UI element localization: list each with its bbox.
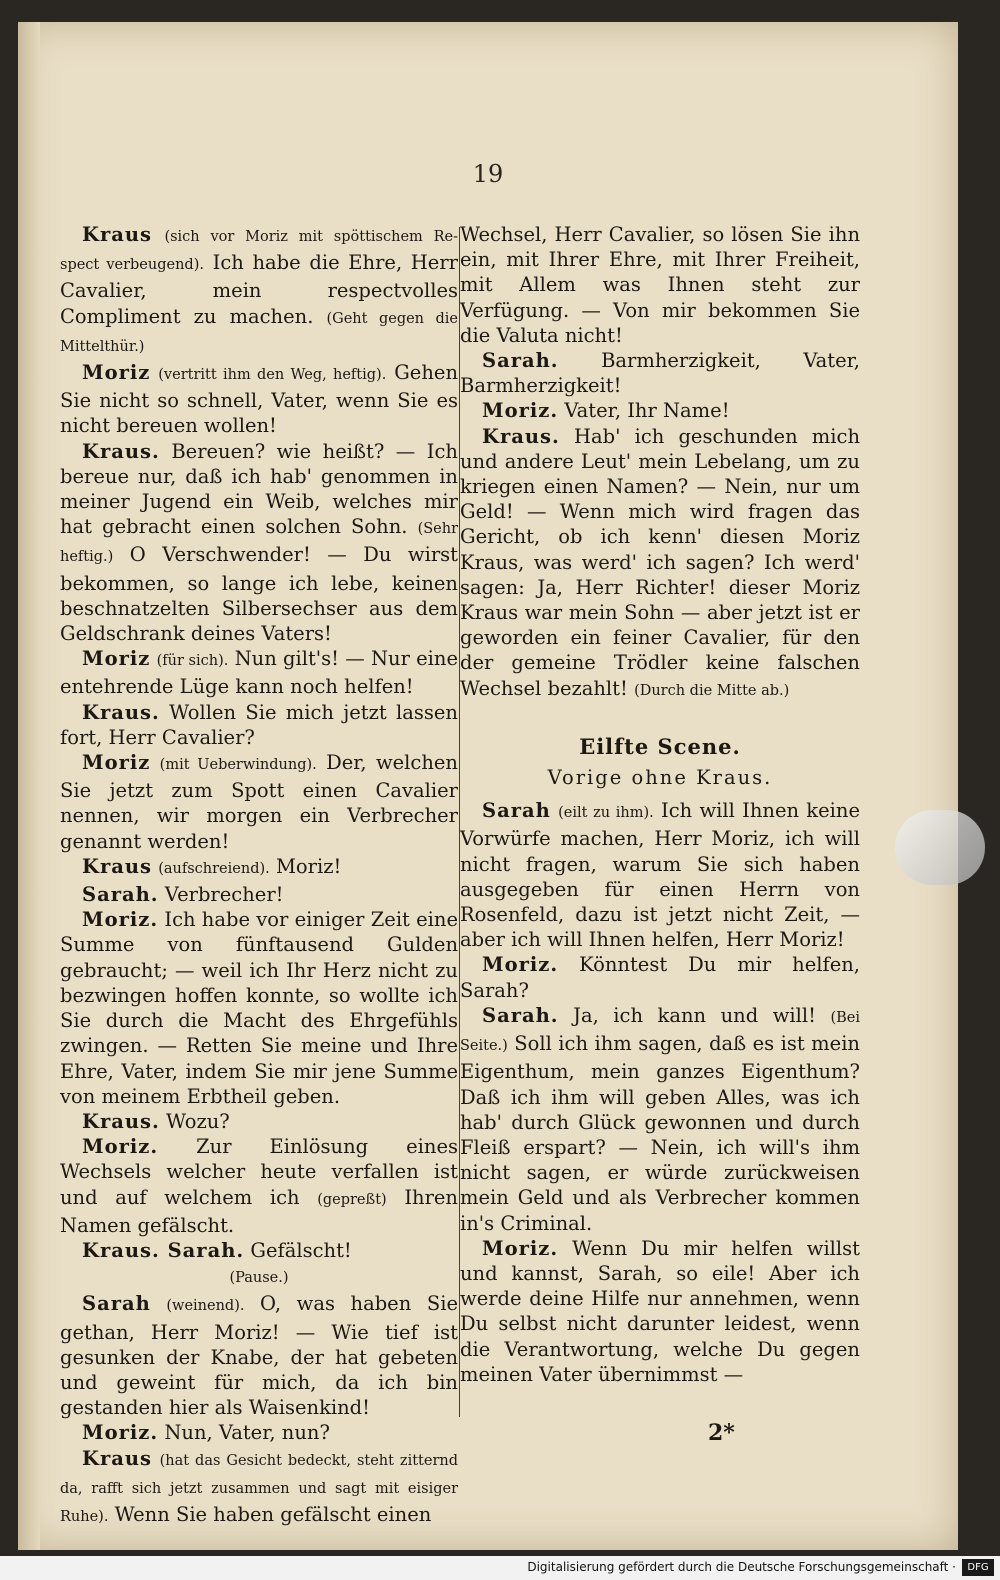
dialogue-text: Ihren Namen gefälscht. — [60, 1185, 458, 1237]
dialogue-text: Verbrecher! — [164, 883, 284, 907]
dialogue-text: Gehen Sie nicht so schnell, Vater, wenn Sie es nicht bereuen wollen! — [60, 361, 459, 438]
dialogue-paragraph — [60, 1109, 458, 1134]
dialogue-text: Ich will Ihnen keine Vorwürfe machen, Herr Moriz, ich will nicht fragen, warum Sie sich haben ausgegeben für einen Herrn von Rosenfeld, dazu ist jetzt nicht Zeit, — aber ich will Ihnen helfen, Herr Moriz! — [460, 799, 861, 952]
dialogue-text: Nun gilt's! — Nur eine entehrende Lüge kann noch helfen! — [60, 647, 458, 699]
scene-characters: Vorige ohne Kraus. — [547, 766, 773, 790]
stage-direction-text: (Pause.) — [229, 1270, 289, 1287]
dialogue-paragraph — [60, 882, 458, 907]
stage-direction: (Durch die Mitte ab.) — [634, 682, 790, 699]
speaker-name: Moriz. — [82, 1421, 159, 1445]
dialogue-text: Hab' ich geschunden mich und andere Leut' mein Lebelang, um zu kriegen einen Namen? — Nein, nur um Geld! — Wenn mich wird fragen das Gericht, ob ich kenn' diesen Moriz Kraus, was werd' ich sagen? Ich werd' sagen: Ja, Herr Richter! dieser Moriz Kraus war mein Sohn — aber jetzt ist er geworden ein feiner Cavalier, für den der gemeine Trödler keine falschen Wechsel bezahlt! — [460, 424, 861, 700]
speaker-name: Moriz. — [82, 1135, 159, 1159]
speaker-name: Kraus. — [482, 424, 560, 448]
stage-direction: (aufschreiend). — [158, 860, 270, 877]
dialogue-paragraph — [460, 798, 860, 952]
speaker-name: Sarah. — [482, 349, 559, 373]
speaker-name: Kraus — [82, 223, 153, 246]
left-text-column — [60, 222, 458, 1530]
dialogue-paragraph — [60, 646, 458, 699]
dialogue-text: Nun, Vater, nun? — [164, 1421, 330, 1445]
page-gutter — [18, 22, 40, 1550]
stage-direction: (Geht gegen die Mittelthür.) — [60, 310, 458, 355]
dialogue-paragraph — [60, 439, 458, 647]
speaker-name: Moriz. — [82, 908, 159, 932]
dialogue-continuation — [460, 222, 860, 348]
dialogue-text: O Verschwender! — Du wirst bekommen, so lange ich lebe, keinen beschnatzelten Silbersechser aus dem Geldschrank deines Vaters! — [60, 543, 458, 646]
right-text-column — [460, 222, 860, 1387]
dialogue-text: Wozu? — [166, 1109, 230, 1133]
stage-direction: (eilt zu ihm). — [558, 805, 654, 822]
dialogue-paragraph — [60, 222, 458, 360]
dialogue-text: Barmherzigkeit, Vater, Barmherzigkeit! — [460, 349, 860, 398]
dialogue-text: Wollen Sie mich jetzt lassen fort, Herr Cavalier? — [60, 700, 458, 749]
speaker-name: Kraus. — [82, 700, 160, 724]
dialogue-paragraph — [60, 1238, 458, 1263]
speaker-name: Sarah — [482, 799, 551, 823]
dialogue-text: Ja, ich kann und will! — [573, 1003, 816, 1027]
stage-direction: (mit Ueberwindung). — [159, 757, 317, 774]
speaker-name: Sarah. — [482, 1003, 559, 1027]
speaker-name: Moriz. — [482, 399, 559, 423]
speaker-name: Kraus — [82, 1446, 153, 1470]
scene-title: Eilfte Scene. — [579, 733, 741, 759]
dialogue-text: O, was haben Sie gethan, Herr Moriz! — Wie tief ist gesunken der Knabe, der hat gebeten und geweint für mich, da ich bin gestanden hier als Waisenkind! — [60, 1292, 458, 1420]
stage-direction: (hat das Gesicht bedeckt, steht zitternd da, rafft sich jetzt zusammen und sagt mit eisiger Ruhe). — [60, 1452, 459, 1525]
dialogue-text: Bereuen? wie heißt? — Ich bereue nur, daß ich hab' genommen in meiner Jugend ein Weib, welches mir hat gebracht einen solchen Sohn. — [60, 439, 458, 539]
speaker-name: Sarah. — [82, 883, 159, 907]
dialogue-paragraph — [460, 398, 860, 423]
stage-direction: (Sehr heftig.) — [60, 521, 459, 566]
footer-bar — [0, 1556, 1000, 1580]
dialogue-paragraph — [60, 1420, 458, 1445]
dialogue-paragraph — [60, 854, 458, 882]
speaker-name: Moriz. — [482, 1236, 559, 1260]
speaker-name: Sarah — [82, 1292, 151, 1316]
stage-direction: (vertritt ihm den Weg, heftig). — [158, 367, 387, 384]
dialogue-paragraph — [460, 424, 860, 704]
dialogue-text: Vater, Ihr Name! — [564, 399, 730, 423]
dialogue-paragraph — [60, 700, 458, 750]
dialogue-text: Ich habe vor einiger Zeit eine Summe von fünftausend Gulden gebraucht; — weil ich Ihr Herz nicht zu bezwingen hoffen konnte, so wollte ich Sie durch die Macht des Ehrgefühls zwingen. — Retten Sie meine und Ihre Ehre, Vater, indem Sie mir jene Summe von meinem Erbtheil geben. — [60, 908, 458, 1108]
speaker-name: Moriz — [82, 361, 151, 385]
page-number: 19 — [472, 160, 504, 188]
dialogue-text: Wechsel, Herr Cavalier, so lösen Sie ihn ein, mit Ihrer Ehre, mit Ihrer Freiheit, mit Allem was Ihnen steht zur Verfügung. — Von mir bekommen Sie die Valuta nicht! — [460, 223, 860, 347]
speaker-name: Moriz — [82, 751, 151, 775]
dialogue-text: Wenn Du mir helfen willst und kannst, Sarah, so eile! Aber ich werde deine Hilfe nur annehmen, wenn Du selbst nicht darunter leidest, wenn die Verantwortung, welche Du gegen meinen Vater übernimmst — — [460, 1236, 860, 1386]
stage-direction: (gepreßt) — [317, 1191, 387, 1208]
stage-direction: (weinend). — [166, 1298, 245, 1315]
dialogue-paragraph — [460, 1236, 860, 1387]
dialogue-paragraph — [60, 907, 458, 1109]
dialogue-paragraph — [60, 1134, 458, 1238]
speaker-name: Kraus. — [82, 439, 160, 463]
stage-direction: (sich vor Moriz mit spöttischem Re-spect verbeugend). — [60, 229, 458, 274]
dialogue-paragraph — [460, 952, 860, 1002]
signature-mark: 2* — [708, 1420, 735, 1446]
dialogue-paragraph — [60, 360, 458, 439]
dialogue-text: Gefälscht! — [250, 1238, 352, 1262]
magnifier-overlay — [895, 810, 985, 885]
speaker-name: Kraus — [82, 854, 153, 878]
dialogue-paragraph — [60, 1446, 458, 1531]
dialogue-text: Zur Einlösung eines Wechsels welcher heute verfallen ist und auf welchem ich — [60, 1135, 459, 1209]
dialogue-text: Ich habe die Ehre, Herr Cavalier, mein respectvolles Compliment zu machen. — [60, 251, 458, 328]
dialogue-paragraph — [60, 750, 458, 854]
speaker-name: Moriz. — [482, 953, 559, 977]
funding-notice: Digitalisierung gefördert durch die Deutsche Forschungsgemeinschaft · — [527, 1560, 956, 1574]
speaker-name: Moriz — [82, 647, 151, 671]
dialogue-text: Der, welchen Sie jetzt zum Spott einen Cavalier nennen, wir morgen ein Verbrecher genannt werden! — [60, 751, 458, 853]
dialogue-text: Moriz! — [275, 854, 342, 878]
dialogue-paragraph — [460, 348, 860, 398]
dialogue-text: Wenn Sie haben gefälscht einen — [114, 1502, 432, 1526]
stage-direction — [60, 1263, 458, 1291]
dialogue-paragraph — [460, 1003, 860, 1236]
speaker-name: Kraus. Sarah. — [82, 1238, 245, 1262]
stage-direction: (für sich). — [156, 653, 229, 670]
speaker-name: Kraus. — [82, 1109, 160, 1133]
book-page — [18, 22, 958, 1550]
dialogue-text: Könntest Du mir helfen, Sarah? — [460, 953, 861, 1002]
dialogue-paragraph — [60, 1291, 458, 1420]
dialogue-text: Soll ich ihm sagen, daß es ist mein Eigenthum, mein ganzes Eigenthum? Daß ich ihm will geben Alles, was ich hab' durch Glück gewonnen und durch Fleiß erspart? — Nein, ich will's ihm nicht sagen, er würde zurückweisen mein Geld und als Verbrecher kommen in's Criminal. — [460, 1032, 860, 1235]
stage-direction: (Bei Seite.) — [460, 1009, 861, 1055]
dfg-logo: DFG — [962, 1559, 994, 1576]
